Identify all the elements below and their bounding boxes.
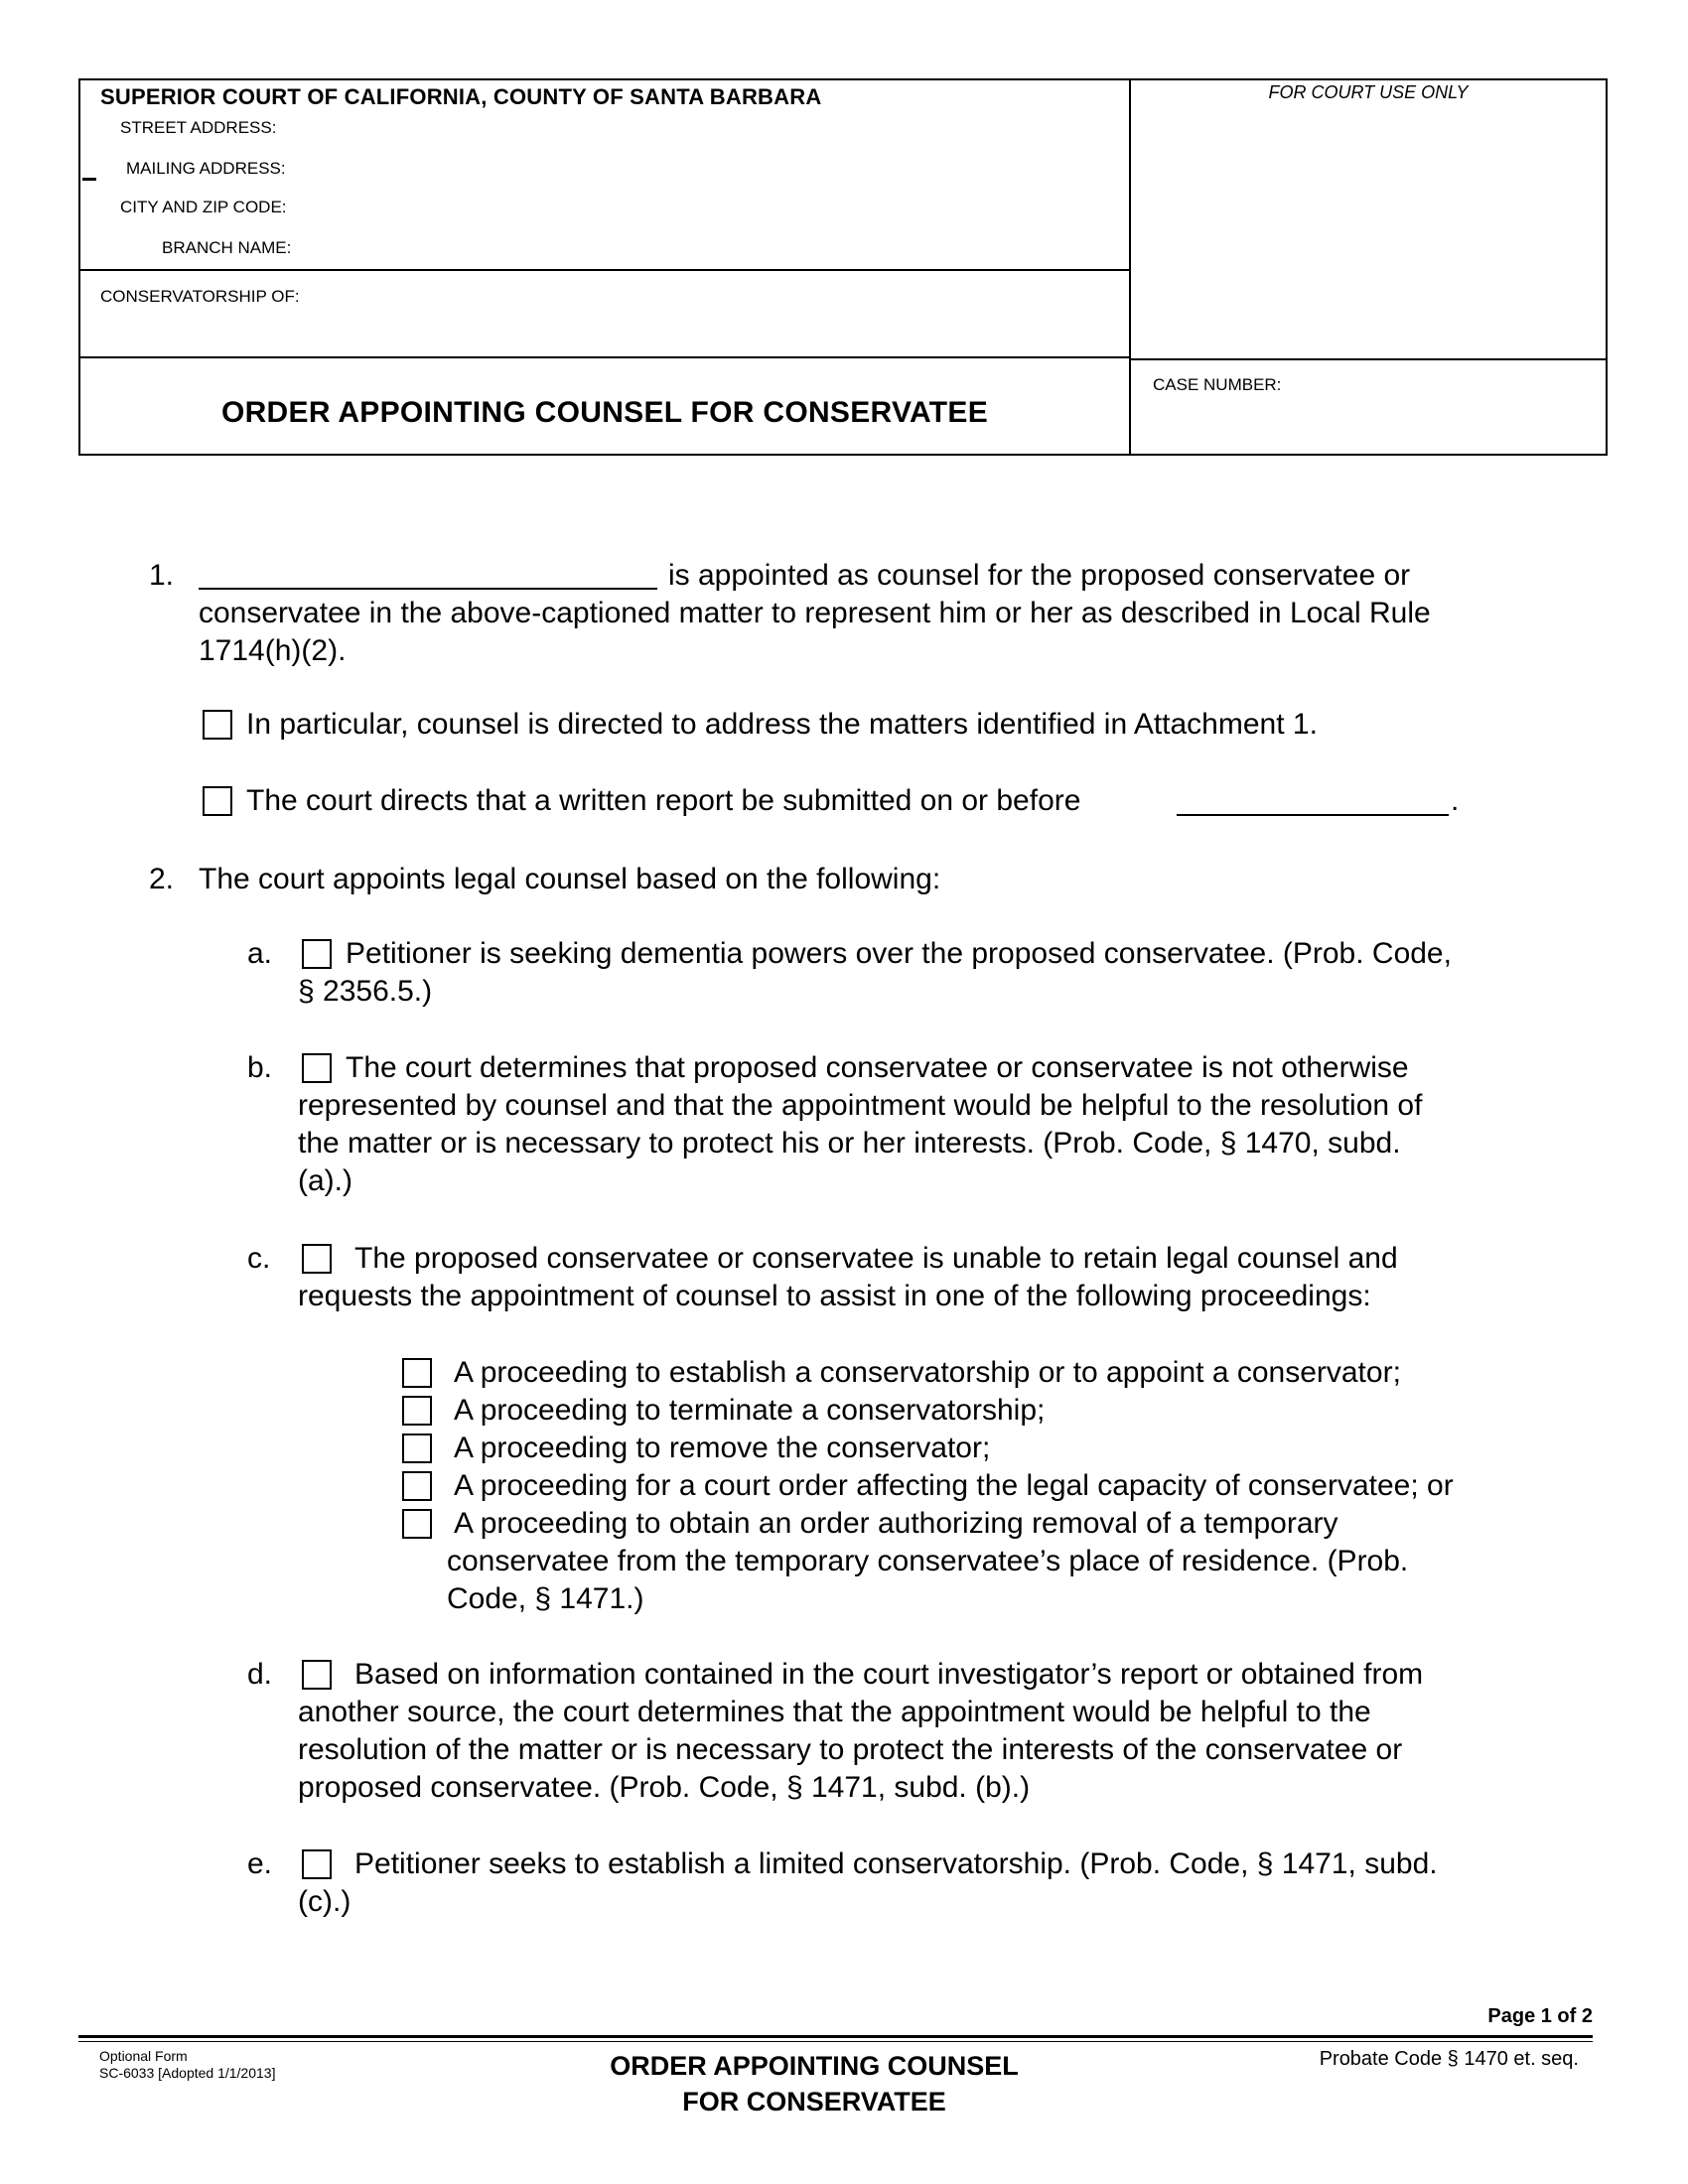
item-1-text-line-1: is appointed as counsel for the proposed conservatee or [668, 559, 1411, 592]
attachment-1-option-text: In particular, counsel is directed to address the matters identified in Attachment 1. [246, 708, 1318, 741]
proceeding-removal-cont-2: Code, § 1471.) [447, 1582, 644, 1615]
item-2a-checkbox[interactable] [302, 939, 332, 969]
footer-title-line-1: ORDER APPOINTING COUNSEL [610, 2051, 1019, 2081]
item-2e-checkbox[interactable] [302, 1849, 332, 1879]
probate-code-reference: Probate Code § 1470 et. seq. [1319, 2048, 1579, 2070]
form-title-block [80, 358, 1129, 456]
proceeding-capacity-text: A proceeding for a court order affecting the legal capacity of conservatee; or [454, 1469, 1454, 1502]
item-2c-line-1: The proposed conservatee or conservatee is unable to retain legal counsel and [354, 1242, 1398, 1275]
margin-tick-mark [82, 178, 96, 181]
item-2e-letter: e. [247, 1847, 273, 1880]
proceeding-establish-checkbox[interactable] [402, 1358, 432, 1388]
item-2b-line-4: (a).) [298, 1164, 352, 1197]
item-2b-line-1: The court determines that proposed conservatee or conservatee is not otherwise [346, 1051, 1409, 1084]
proceeding-terminate-text: A proceeding to terminate a conservatorship; [454, 1394, 1046, 1427]
attachment-1-checkbox[interactable] [203, 710, 232, 740]
written-report-period: . [1451, 784, 1460, 817]
item-1-text-line-2: conservatee in the above-captioned matter to represent him or her as described in Local Rule [199, 597, 1431, 629]
report-date-blank[interactable] [1177, 814, 1449, 816]
form-id: SC-6033 [Adopted 1/1/2013] [99, 2065, 276, 2081]
branch-name-label: BRANCH NAME: [162, 238, 292, 257]
item-2b-checkbox[interactable] [302, 1053, 332, 1083]
item-2d-letter: d. [247, 1658, 273, 1691]
proceeding-removal-text: A proceeding to obtain an order authorizing removal of a temporary [454, 1507, 1338, 1540]
item-2b-line-2: represented by counsel and that the appointment would be helpful to the resolution of [298, 1089, 1423, 1122]
item-2b-letter: b. [247, 1051, 273, 1084]
proceeding-establish-text: A proceeding to establish a conservatorship or to appoint a conservator; [454, 1356, 1401, 1389]
proceeding-terminate-checkbox[interactable] [402, 1396, 432, 1426]
form-info [99, 2048, 275, 2082]
street-address-label: STREET ADDRESS: [120, 118, 277, 137]
written-report-checkbox[interactable] [203, 786, 232, 816]
caption-right-column [1131, 80, 1606, 454]
item-2d-checkbox[interactable] [302, 1660, 332, 1690]
item-2-number: 2. [149, 863, 175, 895]
footer-title-line-2: FOR CONSERVATEE [682, 2087, 946, 2116]
mailing-address-label: MAILING ADDRESS: [126, 159, 286, 178]
item-2b-line-3: the matter or is necessary to protect his or her interests. (Prob. Code, § 1470, subd. [298, 1127, 1401, 1160]
page-number: Page 1 of 2 [1487, 2005, 1593, 2027]
city-zip-label: CITY AND ZIP CODE: [120, 198, 287, 216]
item-2d-line-2: another source, the court determines that the appointment would be helpful to the [298, 1696, 1371, 1728]
court-name: SUPERIOR COURT OF CALIFORNIA, COUNTY OF SANTA BARBARA [100, 84, 822, 109]
proceeding-removal-checkbox[interactable] [402, 1509, 432, 1539]
proceeding-remove-checkbox[interactable] [402, 1433, 432, 1463]
counsel-name-blank[interactable] [199, 588, 657, 590]
item-2c-line-2: requests the appointment of counsel to assist in one of the following proceedings: [298, 1280, 1371, 1312]
item-2a-line-1: Petitioner is seeking dementia powers over the proposed conservatee. (Prob. Code, [346, 937, 1452, 970]
item-2-intro: The court appoints legal counsel based on the following: [199, 863, 941, 895]
item-2c-letter: c. [247, 1242, 271, 1275]
footer-title [536, 2048, 1092, 2119]
optional-form-label: Optional Form [99, 2048, 188, 2064]
item-2e-line-2: (c).) [298, 1885, 352, 1918]
form-title: ORDER APPOINTING COUNSEL FOR CONSERVATEE [220, 396, 989, 429]
item-2e-line-1: Petitioner seeks to establish a limited conservatorship. (Prob. Code, § 1471, subd. [354, 1847, 1438, 1880]
item-1-number: 1. [149, 559, 175, 592]
conservatorship-block [80, 271, 1129, 358]
proceeding-capacity-checkbox[interactable] [402, 1471, 432, 1501]
item-2a-line-2: § 2356.5.) [298, 975, 433, 1008]
item-2a-letter: a. [247, 937, 273, 970]
footer-rule-thin [78, 2041, 1593, 2042]
footer-rule-thick [78, 2035, 1593, 2038]
case-number-label: CASE NUMBER: [1153, 375, 1282, 394]
case-number-divider [1131, 358, 1606, 360]
proceeding-removal-cont-1: conservatee from the temporary conservatee’s place of residence. (Prob. [447, 1545, 1409, 1577]
court-info-block [80, 80, 1129, 271]
caption-left-column [80, 80, 1131, 454]
written-report-option-text: The court directs that a written report be submitted on or before [246, 784, 1081, 817]
caption-table [78, 78, 1608, 456]
conservatorship-label: CONSERVATORSHIP OF: [100, 287, 300, 306]
item-2d-line-4: proposed conservatee. (Prob. Code, § 1471, subd. (b).) [298, 1771, 1031, 1804]
item-2d-line-3: resolution of the matter or is necessary to protect the interests of the conservatee or [298, 1733, 1403, 1766]
item-2d-line-1: Based on information contained in the court investigator’s report or obtained from [354, 1658, 1424, 1691]
court-use-only-label: FOR COURT USE ONLY [1268, 82, 1469, 102]
proceeding-remove-text: A proceeding to remove the conservator; [454, 1432, 991, 1464]
item-2c-checkbox[interactable] [302, 1244, 332, 1274]
item-1-text-line-3: 1714(h)(2). [199, 634, 347, 667]
